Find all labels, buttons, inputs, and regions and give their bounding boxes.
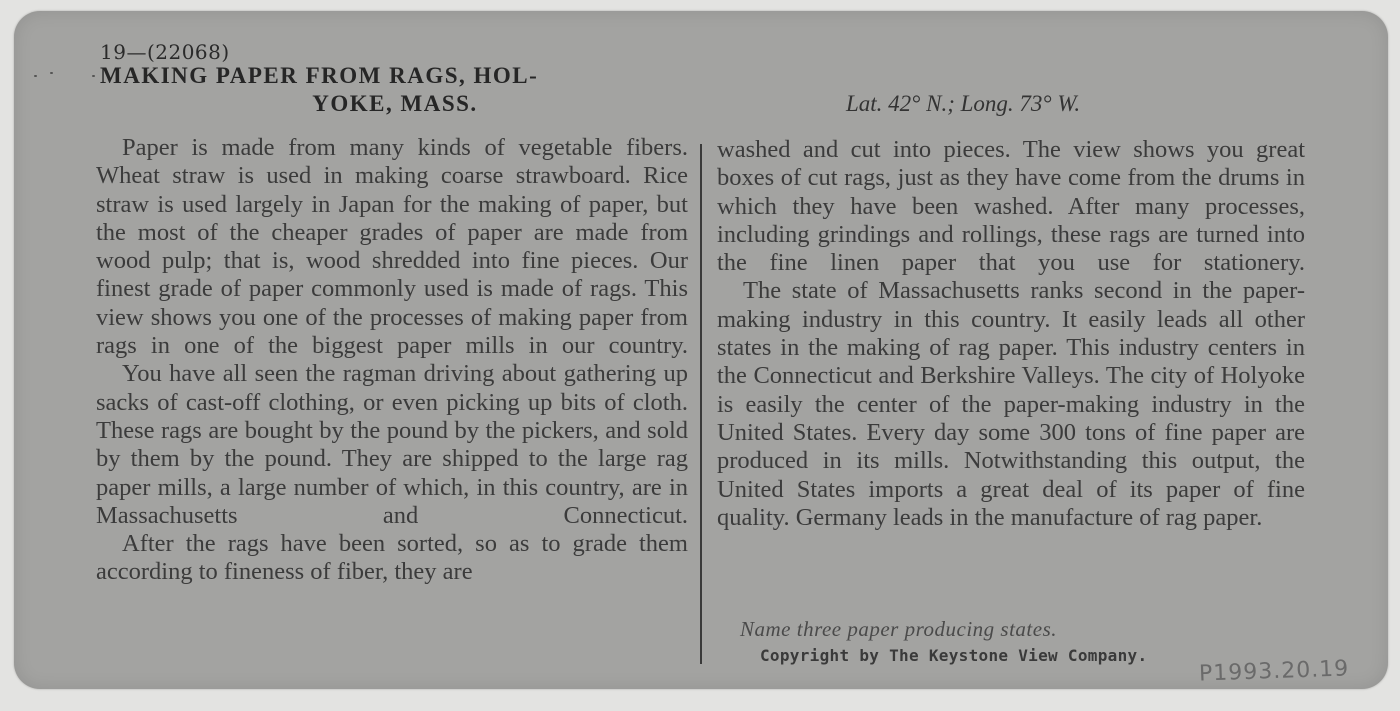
catalog-number: 19—(22068): [100, 40, 230, 64]
left-paragraph-3: After the rags have been sorted, so as to grade them according to fineness of fiber, they are: [96, 530, 688, 586]
accession-number: P1993.20.19: [1198, 656, 1350, 687]
left-paragraph-1: Paper is made from many kinds of vegetable fibers. Wheat straw is used in making coarse strawboard. Rice straw is used largely in Japan for the making of paper, but the most of the cheaper grades of paper are made from wood pulp; that is, wood shredded into fine pieces. Our finest grade of paper commonly used is made of rags. This view shows you one of the processes of making paper from rags in one of the biggest paper mills in our country.: [96, 134, 688, 360]
ink-speck: [50, 72, 53, 74]
title-line-2: YOKE, MASS.: [312, 91, 478, 116]
ink-speck: [92, 75, 95, 77]
stereograph-card-back: [14, 11, 1388, 689]
ink-speck: [34, 75, 37, 77]
right-paragraph-1: washed and cut into pieces. The view shows you great boxes of cut rags, just as they have come from the drums in which they have been washed. After many processes, including grindings and rollings, these rags are turned into the fine linen paper that you use for stationery.: [717, 136, 1305, 277]
left-text-column: [96, 134, 688, 587]
copyright-notice: Copyright by The Keystone View Company.: [760, 646, 1148, 665]
right-paragraph-2: The state of Massachusetts ranks second in the paper-making industry in this country. It easily leads all other states in the making of rag paper. This industry centers in the Connecticut and Berkshire Valleys. The city of Holyoke is easily the center of the paper-making industry in the United States. Every day some 300 tons of fine paper are produced in its mills. Notwithstanding this output, the United States imports a great deal of its paper of fine quality. Germany leads in the manufacture of rag paper.: [717, 277, 1305, 531]
title-line-1: MAKING PAPER FROM RAGS, HOL-: [100, 63, 539, 88]
column-divider: [700, 144, 702, 664]
right-text-column: [717, 136, 1305, 532]
study-question: Name three paper producing states.: [740, 617, 1057, 641]
card-title: [100, 62, 690, 118]
left-paragraph-2: You have all seen the ragman driving about gathering up sacks of cast-off clothing, or even picking up bits of cloth. These rags are bought by the pound by the pickers, and sold by them by the pound. They are shipped to the large rag paper mills, a large number of which, in this country, are in Massachusetts and Connecticut.: [96, 360, 688, 529]
latitude-longitude: Lat. 42° N.; Long. 73° W.: [846, 91, 1081, 116]
